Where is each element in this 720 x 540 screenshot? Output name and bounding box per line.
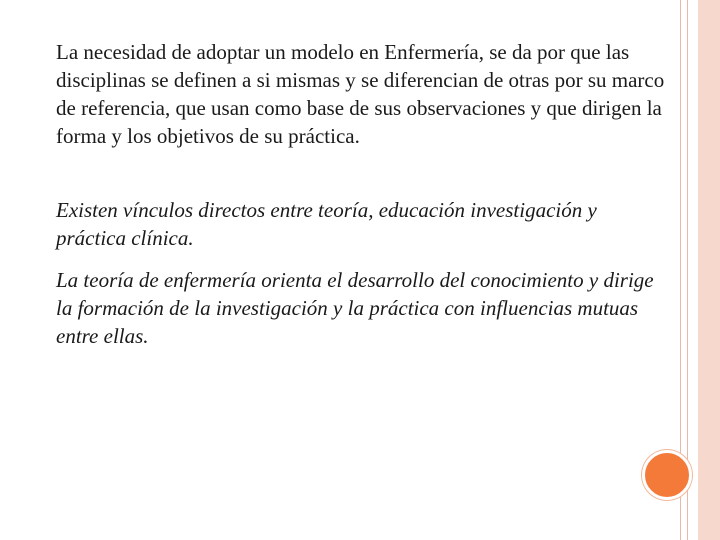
paragraph-links: Existen vínculos directos entre teoría, educación investigación y práctica clínica. [56, 198, 597, 250]
paragraph-model-need: La necesidad de adoptar un modelo en Enfermería, se da por que las disciplinas se definen a si mismas y se diferencian de otras por su marco de referencia, que usan como base de sus observaciones y que dirigen la forma y los objetivos de su práctica. [56, 40, 665, 148]
circle-icon [642, 450, 692, 500]
border-line [687, 0, 688, 540]
border-stripe [698, 0, 720, 540]
slide-body [56, 38, 666, 350]
paragraph-theory: La teoría de enfermería orienta el desarrollo del conocimiento y dirige la formación de la investigación y la práctica con influencias mutuas entre ellas. [56, 268, 654, 348]
